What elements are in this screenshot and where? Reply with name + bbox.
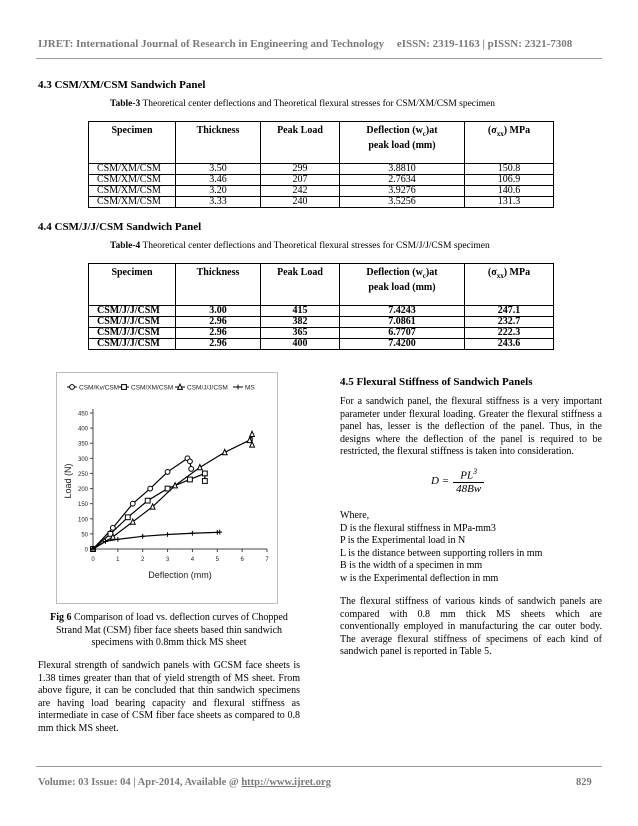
cell-specimen: CSM/J/J/CSM <box>89 328 176 339</box>
figure-6-caption-text: Comparison of load vs. deflection curves of Chopped Strand Mat (CSM) fiber face sheets based thin sandwich specimens with 0.8mm thick MS sheet <box>55 612 288 648</box>
data-point-triangle <box>250 431 255 436</box>
definition-item: B is the width of a specimen in mm <box>340 560 483 572</box>
cell-stress: 106.9 <box>465 175 554 186</box>
data-point-circle <box>165 470 170 475</box>
y-tick-label: 150 <box>77 502 88 509</box>
cell-deflection: 3.8810 <box>340 164 465 175</box>
x-tick-label: 4 <box>190 557 195 563</box>
legend-marker-triangle <box>178 384 183 389</box>
page-number: 829 <box>576 777 592 788</box>
table-3 <box>88 121 554 208</box>
header-deflection <box>340 264 465 306</box>
x-tick-label: 2 <box>141 557 145 563</box>
data-point-triangle <box>173 483 178 488</box>
section-4-5-paragraph-1: For a sandwich panel, the flexural stiffness is a very important parameter under flexural loading. Greater the flexural stiffness a panel has, lesser is the deflection of the panel. Thus, in the designs where the deflection of the panel is required to be restricted, the flexural stiffness is taken into consideration. <box>340 396 602 458</box>
cell-peak-load: 382 <box>261 317 340 328</box>
header-deflection-text-c: peak load (mm) <box>368 140 436 151</box>
formula-numerator <box>453 467 484 482</box>
header-stress-text-b: ) MPa <box>503 125 531 136</box>
legend-label: MS <box>245 384 255 392</box>
y-tick-label: 200 <box>77 487 88 494</box>
table-row <box>89 186 554 197</box>
cell-thickness: 3.33 <box>176 197 261 208</box>
table-4-caption <box>110 241 490 251</box>
header-thickness: Thickness <box>176 122 261 164</box>
figure-6-caption <box>40 612 298 650</box>
header-deflection-text: Deflection (w <box>366 267 423 278</box>
y-tick-label: 400 <box>77 426 88 433</box>
cell-specimen: CSM/XM/CSM <box>89 164 176 175</box>
y-tick-label: 100 <box>77 517 88 524</box>
formula-table <box>430 467 484 495</box>
header-stress-text: (σ <box>487 267 497 278</box>
cell-stress: 243.6 <box>465 339 554 350</box>
cell-specimen: CSM/J/J/CSM <box>89 317 176 328</box>
formula-lhs: D = <box>431 474 450 487</box>
header-thickness: Thickness <box>176 264 261 306</box>
cell-specimen: CSM/J/J/CSM <box>89 306 176 317</box>
table-3-caption <box>110 99 495 109</box>
cell-thickness: 3.50 <box>176 164 261 175</box>
y-tick-label: 350 <box>77 441 88 448</box>
legend-marker-cross <box>236 385 241 390</box>
formula-denominator: 48Bw <box>456 482 482 495</box>
x-tick-label: 1 <box>116 557 120 563</box>
header-stress-text: (σ <box>487 125 497 136</box>
header-specimen: Specimen <box>89 122 176 164</box>
x-axis-label: Deflection (mm) <box>148 570 212 580</box>
table-4-caption-text: Theoretical center deflections and Theoretical flexural stresses for CSM/J/J/CSM specimen <box>140 241 490 251</box>
x-tick-label: 7 <box>265 557 269 563</box>
formula-num-base: PL <box>460 469 474 482</box>
header-deflection <box>340 122 465 164</box>
cell-deflection: 2.7634 <box>340 175 465 186</box>
table-row <box>89 175 554 186</box>
x-tick-label: 6 <box>240 557 244 563</box>
data-point-circle <box>130 501 135 506</box>
table-4-label: Table-4 <box>110 241 141 251</box>
header-stress <box>465 122 554 164</box>
data-point-cross <box>190 531 195 536</box>
cell-stress: 150.8 <box>465 164 554 175</box>
legend-marker-square <box>122 385 127 390</box>
journal-title: IJRET: International Journal of Research in Engineering and Technology <box>38 38 385 50</box>
cell-stress: 222.3 <box>465 328 554 339</box>
table-header-row <box>89 122 554 164</box>
data-point-circle <box>188 459 193 464</box>
legend-label: CSM/Kv/CSM <box>79 384 120 392</box>
definition-item: L is the distance between supporting rollers in mm <box>340 547 543 559</box>
cell-stress: 232.7 <box>465 317 554 328</box>
header-deflection-text: Deflection (w <box>366 125 423 136</box>
header-deflection-text-b: )at <box>425 125 438 136</box>
cell-stress: 247.1 <box>465 306 554 317</box>
cell-peak-load: 240 <box>261 197 340 208</box>
cell-specimen: CSM/XM/CSM <box>89 186 176 197</box>
journal-issn: eISSN: 2319-1163 | pISSN: 2321-7308 <box>396 38 573 50</box>
cell-deflection: 6.7707 <box>340 328 465 339</box>
data-point-cross <box>165 532 170 537</box>
data-point-cross <box>115 537 120 542</box>
cell-specimen: CSM/J/J/CSM <box>89 339 176 350</box>
table-row <box>89 164 554 175</box>
definition-item: D is the flexural stiffness in MPa-mm3 <box>340 522 496 534</box>
cell-deflection: 7.0861 <box>340 317 465 328</box>
cell-deflection: 3.5256 <box>340 197 465 208</box>
x-tick-label: 3 <box>165 557 170 563</box>
table-header-row <box>89 264 554 306</box>
left-paragraph: Flexural strength of sandwich panels with GCSM face sheets is 1.38 times greater than that of yield strength of MS sheet. From above figure, it can be concluded that thin sandwich specimens are having load bearing capacity and flexural stiffness as intermediate in case of CSM fiber face sheets as compared to 0.8 mm thick MS sheet. <box>38 660 300 734</box>
load-deflection-chart <box>57 373 277 603</box>
where-label: Where, <box>340 510 370 521</box>
cell-stress: 140.6 <box>465 186 554 197</box>
cell-thickness: 2.96 <box>176 328 261 339</box>
y-tick-label: 450 <box>77 411 88 418</box>
data-point-circle <box>148 486 153 491</box>
footer-text: Volume: 03 Issue: 04 | Apr-2014, Available @ <box>38 777 242 788</box>
cell-thickness: 3.46 <box>176 175 261 186</box>
footer-rule <box>36 766 602 767</box>
header-stress-sub: xx <box>496 272 504 280</box>
cell-thickness: 3.20 <box>176 186 261 197</box>
table-row <box>89 197 554 208</box>
cell-peak-load: 299 <box>261 164 340 175</box>
section-4-4-title: 4.4 CSM/J/J/CSM Sandwich Panel <box>38 221 202 233</box>
table-4 <box>88 263 554 350</box>
y-tick-label: 50 <box>81 532 88 539</box>
table-row <box>89 328 554 339</box>
data-point-square <box>188 477 193 482</box>
data-point-square <box>202 471 207 476</box>
cell-deflection: 7.4243 <box>340 306 465 317</box>
header-deflection-text-c: peak load (mm) <box>368 282 436 293</box>
y-tick-label: 0 <box>84 547 88 554</box>
data-point-triangle <box>247 437 252 442</box>
series-line-csm-xm-csm <box>93 473 205 549</box>
stiffness-formula <box>430 467 484 495</box>
data-point-square <box>202 479 207 484</box>
data-point-cross <box>140 534 145 539</box>
footer <box>38 777 331 788</box>
section-4-5-paragraph-2: The flexural stiffness of various kinds of sandwich panels are compared with 0.8 mm thick MS sheets which are conventionally employed in manufacturing the car outer body. The average flexural stiffness of specimens of each kind of sandwich panel is reported in Table 5. <box>340 596 602 658</box>
cell-peak-load: 365 <box>261 328 340 339</box>
header-deflection-text-b: )at <box>425 267 438 278</box>
y-tick-label: 300 <box>77 456 88 463</box>
section-4-5-title: 4.5 Flexural Stiffness of Sandwich Panels <box>340 376 533 388</box>
table-row <box>89 317 554 328</box>
series-line-csm-j-j-csm <box>93 434 252 549</box>
x-tick-label: 5 <box>215 557 219 563</box>
header-deflection-sub: c <box>422 130 426 138</box>
cell-thickness: 3.00 <box>176 306 261 317</box>
cell-peak-load: 207 <box>261 175 340 186</box>
table-3-caption-text: Theoretical center deflections and Theoretical flexural stresses for CSM/XM/CSM specimen <box>140 99 496 109</box>
header-rule <box>36 58 602 59</box>
cell-peak-load: 242 <box>261 186 340 197</box>
header-stress-text-b: ) MPa <box>503 267 531 278</box>
header-stress <box>465 264 554 306</box>
cell-peak-load: 415 <box>261 306 340 317</box>
formula-num-exp: 3 <box>473 467 478 476</box>
figure-6-label: Fig 6 <box>50 612 72 623</box>
cell-deflection: 7.4200 <box>340 339 465 350</box>
definition-item: w is the Experimental deflection in mm <box>340 572 499 584</box>
y-axis-label: Load (N) <box>63 463 73 499</box>
data-point-triangle <box>222 449 227 454</box>
legend-marker-circle <box>70 385 75 390</box>
cell-specimen: CSM/XM/CSM <box>89 197 176 208</box>
data-point-triangle <box>130 519 135 524</box>
cell-thickness: 2.96 <box>176 317 261 328</box>
data-point-square <box>145 498 150 503</box>
cell-deflection: 3.9276 <box>340 186 465 197</box>
header-peak-load: Peak Load <box>261 122 340 164</box>
data-point-cross <box>217 530 222 535</box>
journal-header <box>38 38 572 50</box>
table-row <box>89 306 554 317</box>
cell-stress: 131.3 <box>465 197 554 208</box>
table-row <box>89 339 554 350</box>
data-point-square <box>125 515 130 520</box>
header-stress-sub: xx <box>496 130 504 138</box>
definition-item: P is the Experimental load in N <box>340 535 466 547</box>
definitions-block <box>340 510 602 586</box>
y-tick-label: 250 <box>77 471 88 478</box>
header-deflection-sub: c <box>422 272 426 280</box>
figure-6-frame <box>56 372 278 604</box>
data-point-triangle <box>197 465 202 470</box>
cell-specimen: CSM/XM/CSM <box>89 175 176 186</box>
legend-label: CSM/J/J/CSM <box>187 384 228 392</box>
data-point-circle <box>189 467 194 472</box>
footer-link[interactable]: http://www.ijret.org <box>241 777 331 788</box>
table-3-label: Table-3 <box>110 99 141 109</box>
header-specimen: Specimen <box>89 264 176 306</box>
cell-peak-load: 400 <box>261 339 340 350</box>
header-peak-load: Peak Load <box>261 264 340 306</box>
section-4-3-title: 4.3 CSM/XM/CSM Sandwich Panel <box>38 79 206 91</box>
legend-label: CSM/XM/CSM <box>131 384 174 392</box>
cell-thickness: 2.96 <box>176 339 261 350</box>
x-tick-label: 0 <box>91 557 95 563</box>
